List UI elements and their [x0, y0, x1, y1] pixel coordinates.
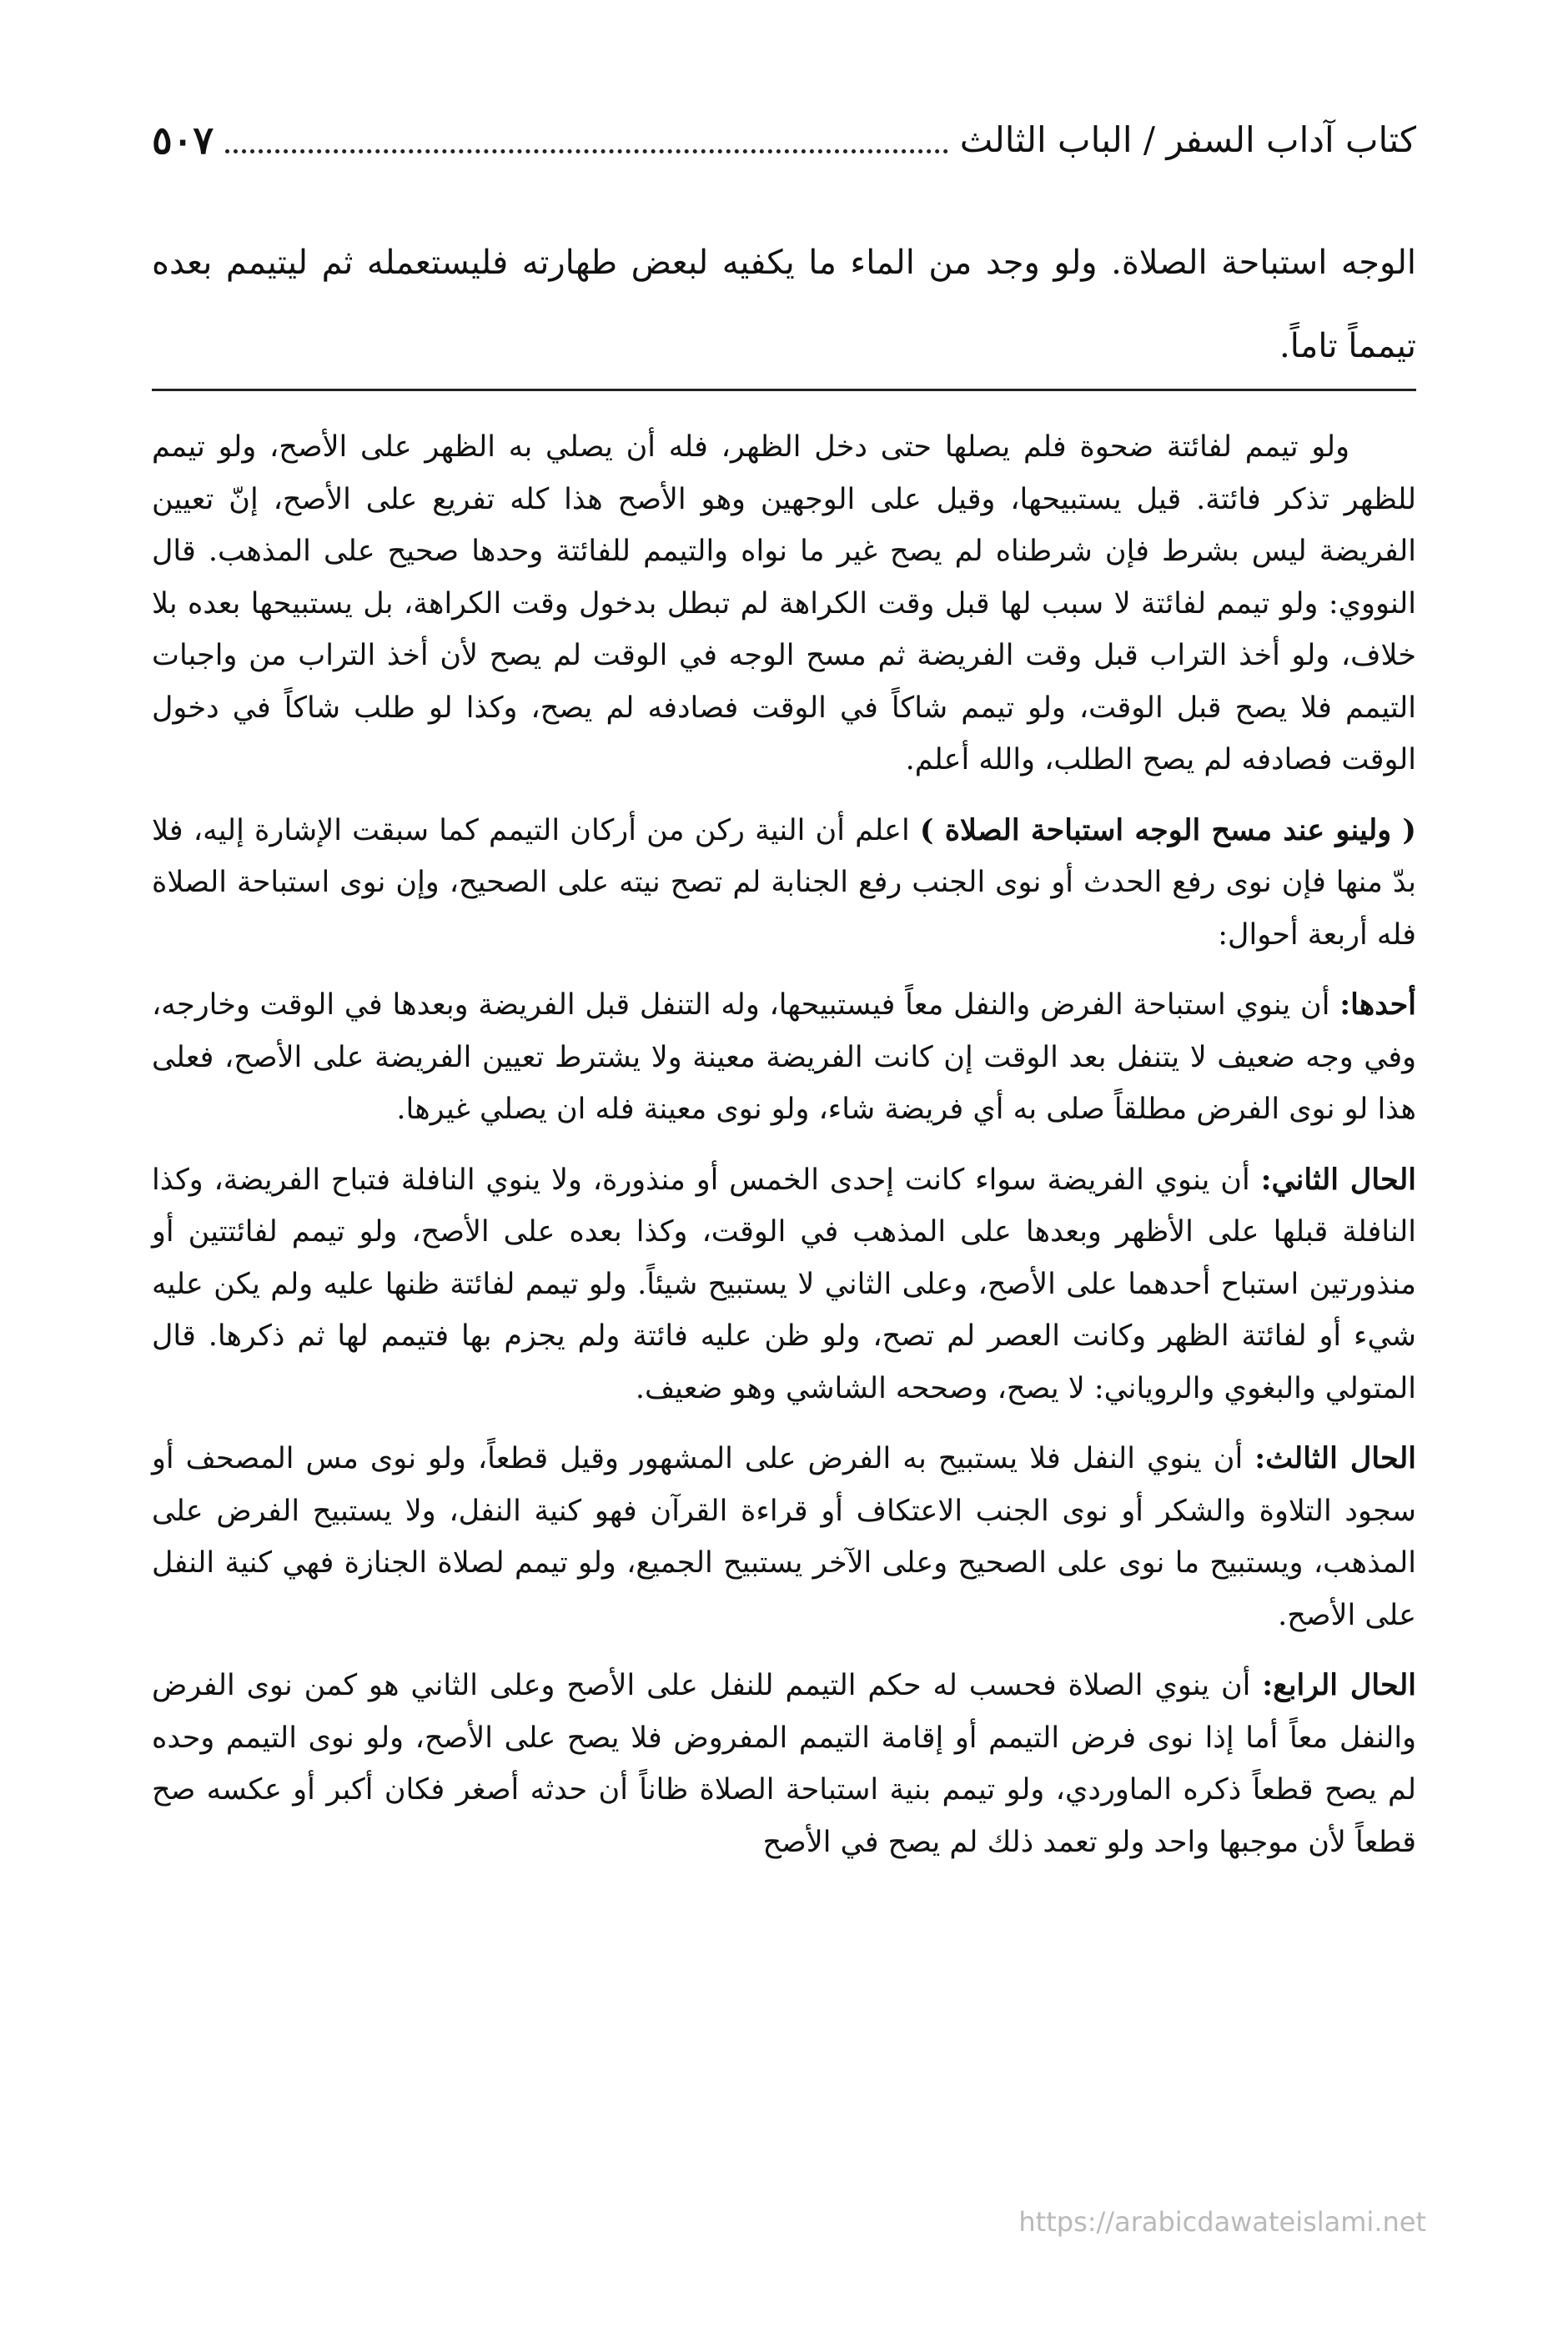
paragraph-text: أن ينوي الصلاة فحسب له حكم التيمم للنفل على الأصح وعلى الثاني هو كمن نوى الفرض والنفل معاً أما إذا نوى فرض التيمم أو إقامة التيمم المفروض فلا يصح على الأصح، ولو نوى التيمم وحده لم يصح قطعاً ذكره الماوردي، ولو تيمم بنية استباحة الصلاة ظاناً أن حدثه أصغر فكان أكبر أو عكسه صح قطعاً لأن موجبها واحد ولو تعمد ذلك لم يصح في الأصح — [152, 1669, 1416, 1859]
commentary-paragraph — [152, 421, 1416, 787]
paragraph-text: اعلم أن النية ركن من أركان التيمم كما سبقت الإشارة إليه، فلا بدّ منها فإن نوى رفع الحدث أو نوى الجنب رفع الجنابة لم تصح نيته على الصحيح، وإن نوى استباحة الصلاة فله أربعة أحوال: — [152, 813, 1416, 952]
paragraph-heading: الحال الثالث: — [1254, 1441, 1416, 1475]
commentary-paragraph — [152, 805, 1416, 962]
commentary-paragraph — [152, 1660, 1416, 1868]
paragraph-heading: الحال الثاني: — [1260, 1162, 1416, 1197]
watermark-url: https://arabicdawateislami.net — [1018, 2206, 1426, 2238]
running-header — [152, 115, 1416, 165]
running-title: كتاب آداب السفر / الباب الثالث — [959, 119, 1416, 160]
commentary-paragraph — [152, 1154, 1416, 1415]
commentary-section — [152, 421, 1416, 1887]
separator-line — [152, 389, 1416, 391]
page-number: ٥٠٧ — [152, 118, 214, 163]
commentary-paragraph — [152, 1433, 1416, 1641]
dotted-leader — [225, 128, 948, 153]
paragraph-text: أن ينوي استباحة الفرض والنفل معاً فيستبيحها، وله التنفل قبل الفريضة وبعدها في الوقت وخارجه، وفي وجه ضعيف لا يتنفل بعد الوقت إن كانت الفريضة معينة ولا يشترط تعيين الفريضة على الأصح، فعلى هذا لو نوى الفرض مطلقاً صلى به أي فريضة شاء، ولو نوى معينة فله ان يصلي غيرها. — [152, 988, 1416, 1126]
commentary-paragraph — [152, 979, 1416, 1136]
paragraph-text: أن ينوي النفل فلا يستبيح به الفرض على المشهور وقيل قطعاً، ولو نوى مس المصحف أو سجود التلاوة والشكر أو نوى الجنب الاعتكاف أو قراءة القرآن فهو كنية النفل، ولا يستبيح الفرض على المذهب، ويستبيح ما نوى على الصحيح وعلى الآخر يستبيح الجميع، ولو تيمم لصلاة الجنازة فهي كنية النفل على الأصح. — [152, 1442, 1416, 1632]
paragraph-heading: ( ولينو عند مسح الوجه استباحة الصلاة ) — [919, 812, 1416, 847]
paragraph-text: أن ينوي الفريضة سواء كانت إحدى الخمس أو منذورة، ولا ينوي النافلة فتباح الفريضة، وكذا النافلة قبلها على الأظهر وبعدها على المذهب في الوقت، وكذا بعده على الأصح، ولو تيمم لفائتتين أو منذورتين استباح أحدهما على الأصح، وعلى الثاني لا يستبيح شيئاً. ولو تيمم لفائتة ظنها عليه ولم يكن عليه شيء أو لفائتة الظهر وكانت العصر لم تصح، ولو ظن عليه فائتة ولم يجزم بها فتيمم لها ثم ذكرها. قال المتولي والبغوي والروياني: لا يصح، وصححه الشاشي وهو ضعيف. — [152, 1163, 1416, 1405]
paragraph-text: ولو تيمم لفائتة ضحوة فلم يصلها حتى دخل الظهر، فله أن يصلي به الظهر على الأصح، ولو تيمم للظهر تذكر فائتة. قيل يستبيحها، وقيل على الوجهين وهو الأصح هذا كله تفريع على الأصح، إنّ تعيين الفريضة ليس بشرط فإن شرطناه لم يصح غير ما نواه والتيمم للفائتة وحدها صحيح على المذهب. قال النووي: ولو تيمم لفائتة لا سبب لها قبل وقت الكراهة لم تبطل بدخول وقت الكراهة، بل يستبيحها بعده بلا خلاف، ولو أخذ التراب قبل وقت الفريضة ثم مسح الوجه في الوقت لم يصح لأن أخذ التراب من واجبات التيمم فلا يصح قبل الوقت، ولو تيمم شاكاً في الوقت فصادفه لم يصح، وكذا لو طلب شاكاً في دخول الوقت فصادفه لم يصح الطلب، والله أعلم. — [152, 430, 1416, 776]
paragraph-heading: أحدها: — [1339, 988, 1416, 1022]
paragraph-heading: الحال الرابع: — [1262, 1668, 1416, 1702]
main-text: الوجه استباحة الصلاة. ولو وجد من الماء ما يكفيه لبعض طهارته فليستعمله ثم ليتيمم بعده تيمماً تاماً. — [152, 244, 1416, 365]
